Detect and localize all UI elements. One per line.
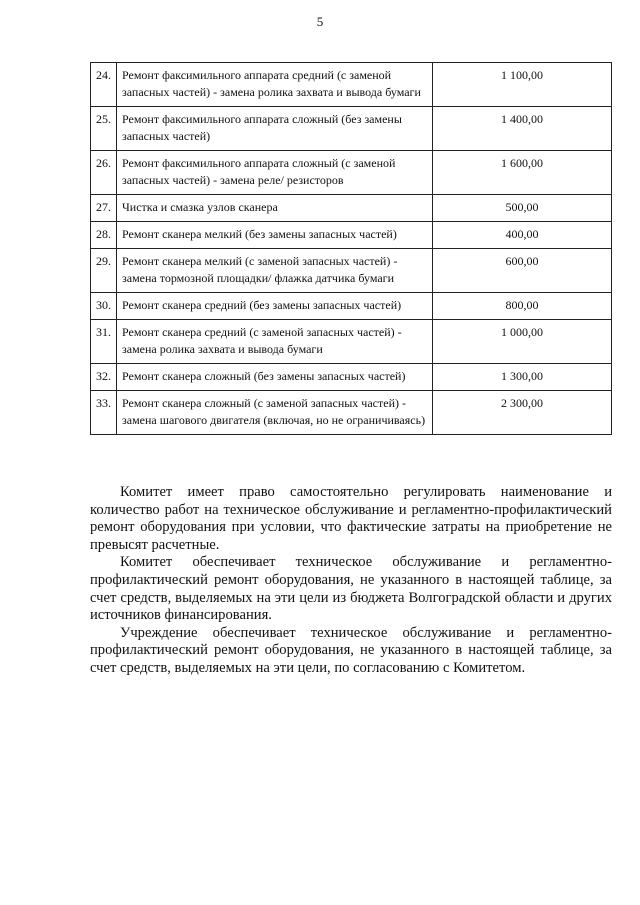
row-number: 33. bbox=[91, 391, 117, 435]
service-name: Ремонт факсимильного аппарата сложный (с заменой запасных частей) - замена реле/ резисторов bbox=[117, 151, 433, 195]
service-name: Ремонт сканера сложный (без замены запасных частей) bbox=[117, 364, 433, 391]
service-name: Ремонт сканера мелкий (с заменой запасных частей) - замена тормозной площадки/ флажка датчика бумаги bbox=[117, 249, 433, 293]
paragraph: Комитет имеет право самостоятельно регулировать наименование и количество работ на техническое обслуживание и регламентно-профилактический ремонт оборудования при условии, что фактические затраты на приобретение не превысят расчетные. bbox=[90, 484, 612, 553]
table-row bbox=[91, 63, 612, 107]
row-number: 31. bbox=[91, 320, 117, 364]
service-price: 1 100,00 bbox=[433, 63, 612, 107]
service-price: 600,00 bbox=[433, 249, 612, 293]
service-name: Ремонт сканера сложный (с заменой запасных частей) - замена шагового двигателя (включая, но не ограничиваясь) bbox=[117, 391, 433, 435]
paragraph: Учреждение обеспечивает техническое обслуживание и регламентно-профилактический ремонт оборудования, не указанного в настоящей таблице, за счет средств, выделяемых на эти цели, по согласованию с Комитетом. bbox=[90, 624, 612, 676]
price-table-body bbox=[91, 63, 612, 435]
body-text bbox=[90, 484, 612, 678]
paragraph: Комитет обеспечивает техническое обслуживание и регламентно-профилактический ремонт оборудования, не указанного в настоящей таблице, за счет средств, выделяемых на эти цели из бюджета Волгоградской области и других источников финансирования. bbox=[90, 554, 612, 624]
table-row bbox=[91, 195, 612, 222]
row-number: 30. bbox=[91, 293, 117, 320]
row-number: 25. bbox=[91, 107, 117, 151]
service-price: 1 600,00 bbox=[433, 151, 612, 195]
row-number: 29. bbox=[91, 249, 117, 293]
table-row bbox=[91, 293, 612, 320]
service-name: Ремонт сканера мелкий (без замены запасных частей) bbox=[117, 222, 433, 249]
row-number: 24. bbox=[91, 63, 117, 107]
row-number: 32. bbox=[91, 364, 117, 391]
service-price: 1 000,00 bbox=[433, 320, 612, 364]
service-price: 1 400,00 bbox=[433, 107, 612, 151]
service-price: 500,00 bbox=[433, 195, 612, 222]
service-price: 400,00 bbox=[433, 222, 612, 249]
service-name: Ремонт факсимильного аппарата средний (с заменой запасных частей) - замена ролика захвата и вывода бумаги bbox=[117, 63, 433, 107]
table-row bbox=[91, 222, 612, 249]
table-row bbox=[91, 364, 612, 391]
service-name: Ремонт сканера средний (с заменой запасных частей) - замена ролика захвата и вывода бумаги bbox=[117, 320, 433, 364]
service-price: 800,00 bbox=[433, 293, 612, 320]
service-price: 2 300,00 bbox=[433, 391, 612, 435]
price-table bbox=[90, 62, 612, 435]
page-number: 5 bbox=[316, 14, 324, 29]
table-row bbox=[91, 249, 612, 293]
table-row bbox=[91, 320, 612, 364]
table-row bbox=[91, 107, 612, 151]
row-number: 28. bbox=[91, 222, 117, 249]
service-price: 1 300,00 bbox=[433, 364, 612, 391]
table-row bbox=[91, 391, 612, 435]
row-number: 26. bbox=[91, 151, 117, 195]
service-name: Чистка и смазка узлов сканера bbox=[117, 195, 433, 222]
table-row bbox=[91, 151, 612, 195]
row-number: 27. bbox=[91, 195, 117, 222]
service-name: Ремонт факсимильного аппарата сложный (без замены запасных частей) bbox=[117, 107, 433, 151]
service-name: Ремонт сканера средний (без замены запасных частей) bbox=[117, 293, 433, 320]
